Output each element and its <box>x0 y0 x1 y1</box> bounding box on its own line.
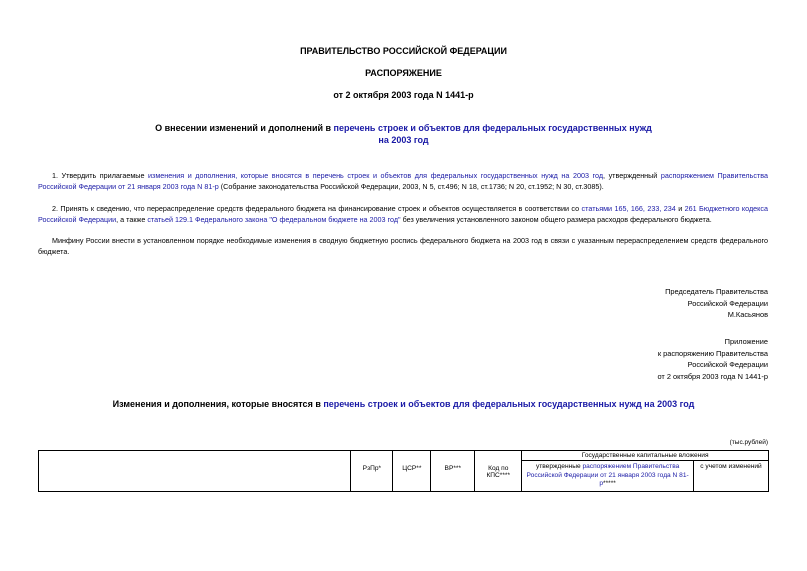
government-heading: ПРАВИТЕЛЬСТВО РОССИЙСКОЙ ФЕДЕРАЦИИ <box>300 46 507 56</box>
approved-link-order-81r[interactable]: распоряжением Правительства Российской Федерации от 21 января 2003 года N 81-р <box>526 463 689 487</box>
units-label: (тыс.рублей) <box>729 439 768 446</box>
table-header-name <box>39 451 351 492</box>
paragraph-2 <box>38 203 768 225</box>
p1-text-c: (Собрание законодательства Российской Федерации, 2003, N 5, ст.496; N 18, ст.1736; N 20, ст.1952; N 30, ст.3085). <box>218 182 604 191</box>
signature-name: М.Касьянов <box>727 310 768 319</box>
p2-text-c: , а также <box>116 215 148 224</box>
p2-text-b: и <box>675 204 685 213</box>
appendix-title <box>0 399 807 409</box>
title-link[interactable]: перечень строек и объектов для федеральных государственных нужд <box>333 123 652 133</box>
appendix-title-link[interactable]: перечень строек и объектов для федеральных государственных нужд на 2003 год <box>323 399 695 409</box>
p1-link-changes[interactable]: изменения и дополнения, которые вносятся в перечень строек и объектов для федеральных государственных нужд на 2003 год <box>148 171 604 180</box>
table-header-with-changes: с учетом изменений <box>694 461 769 492</box>
paragraph-1 <box>38 170 768 192</box>
table-header-approved <box>522 461 694 492</box>
title-link-year[interactable]: на 2003 год <box>378 135 429 145</box>
table-header-rzpr: РзПр* <box>351 451 393 492</box>
table-header-capital-investments: Государственные капитальные вложения <box>522 451 769 461</box>
document-date-number: от 2 октября 2003 года N 1441-р <box>333 90 474 100</box>
signature-line-2: Российской Федерации <box>687 298 768 308</box>
p2-link-federal-law[interactable]: статьей 129.1 Федерального закона "О федеральном бюджете на 2003 год" <box>147 215 401 224</box>
signature-line-1: Председатель Правительства <box>665 287 768 296</box>
p2-text-d: без увеличения установленного законом общего размера расходов федерального бюджета. <box>400 215 712 224</box>
approved-footnote-mark: ***** <box>603 480 616 487</box>
changes-table <box>38 450 769 492</box>
p2-link-articles[interactable]: статьями 165, 166, 233, 234 <box>581 204 676 213</box>
appendix-block <box>657 336 768 382</box>
table-header-csr: ЦСР** <box>393 451 431 492</box>
table-header-vr: ВР*** <box>431 451 475 492</box>
appendix-line-2: к распоряжению Правительства <box>657 348 768 358</box>
appendix-title-prefix: Изменения и дополнения, которые вносятся в <box>112 399 324 409</box>
p1-link-order-81r[interactable]: распоряжением Правительства Российской Федерации от 21 января 2003 года N 81-р <box>38 171 768 191</box>
p1-text-a: 1. Утвердить прилагаемые <box>52 171 149 180</box>
p1-text-b: , утвержденный <box>603 171 661 180</box>
appendix-line-4: от 2 октября 2003 года N 1441-р <box>657 371 768 381</box>
table-header-kps: Код по КПС**** <box>475 451 522 492</box>
document-type: РАСПОРЯЖЕНИЕ <box>365 68 442 78</box>
p2-text-a: 2. Принять к сведению, что перераспределение средств федерального бюджета на финансирование строек и объектов осуществляется в соответствии со <box>52 204 582 213</box>
approved-text: утвержденные <box>535 463 583 470</box>
paragraph-3: Минфину России внести в установленном порядке необходимые изменения в сводную бюджетную роспись федерального бюджета на 2003 год в связи с указанным перераспределением средств федерального бюджета. <box>38 236 768 256</box>
signature-block <box>665 286 768 321</box>
title-prefix: О внесении изменений и дополнений в <box>155 123 334 133</box>
p2-link-budget-code[interactable]: 261 Бюджетного кодекса Российской Федерации <box>38 204 768 224</box>
appendix-line-1: Приложение <box>724 337 768 346</box>
document-title <box>0 122 807 146</box>
appendix-line-3: Российской Федерации <box>687 360 768 369</box>
